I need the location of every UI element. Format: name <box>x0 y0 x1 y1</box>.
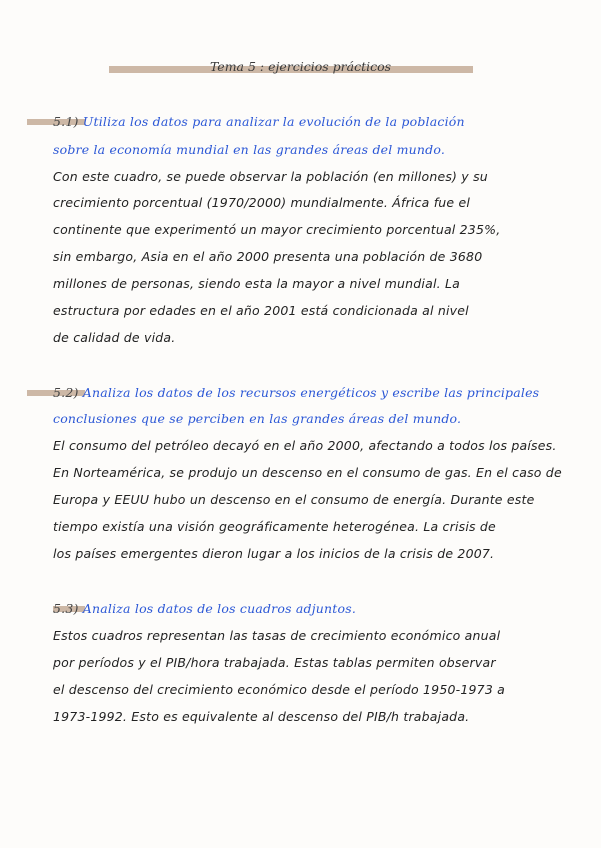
answer-line: Europa y EEUU hubo un descenso en el consumo de energía. Durante este <box>53 492 535 507</box>
answer-line: tiempo existía una visión geográficamente heterogénea. La crisis de <box>53 519 496 534</box>
answer-line: En Norteamérica, se produjo un descenso en el consumo de gas. En el caso de <box>53 465 562 480</box>
answer-line: por períodos y el PIB/hora trabajada. Estas tablas permiten observar <box>53 655 496 670</box>
question-line: conclusiones que se perciben en las grandes áreas del mundo. <box>53 411 462 426</box>
question-line: 5.1) Utiliza los datos para analizar la evolución de la población <box>53 114 465 129</box>
answer-line: El consumo del petróleo decayó en el año 2000, afectando a todos los países. <box>53 438 557 453</box>
answer-line: el descenso del crecimiento económico desde el período 1950-1973 a <box>53 682 505 697</box>
question-line: 5.3) Analiza los datos de los cuadros adjuntos. <box>53 601 357 616</box>
section-number: 5.1) <box>53 114 79 129</box>
question-line: 5.2) Analiza los datos de los recursos energéticos y escribe las principales <box>53 385 540 400</box>
question-line: sobre la economía mundial en las grandes áreas del mundo. <box>53 142 446 157</box>
answer-line: millones de personas, siendo esta la mayor a nivel mundial. La <box>53 276 460 291</box>
answer-line: 1973-1992. Esto es equivalente al descenso del PIB/h trabajada. <box>53 709 470 724</box>
section-number: 5.3) <box>53 601 79 616</box>
answer-line: de calidad de vida. <box>53 330 176 345</box>
answer-line: continente que experimentó un mayor crecimiento porcentual 235%, <box>53 222 501 237</box>
answer-line: sin embargo, Asia en el año 2000 presenta una población de 3680 <box>53 249 483 264</box>
answer-line: Estos cuadros representan las tasas de crecimiento económico anual <box>53 628 501 643</box>
answer-line: los países emergentes dieron lugar a los inicios de la crisis de 2007. <box>53 546 495 561</box>
answer-line: crecimiento porcentual (1970/2000) mundialmente. África fue el <box>53 195 471 210</box>
answer-line: estructura por edades en el año 2001 está condicionada al nivel <box>53 303 469 318</box>
section-number: 5.2) <box>53 385 79 400</box>
answer-line: Con este cuadro, se puede observar la población (en millones) y su <box>53 169 488 184</box>
page-title: Tema 5 : ejercicios prácticos <box>209 59 392 74</box>
